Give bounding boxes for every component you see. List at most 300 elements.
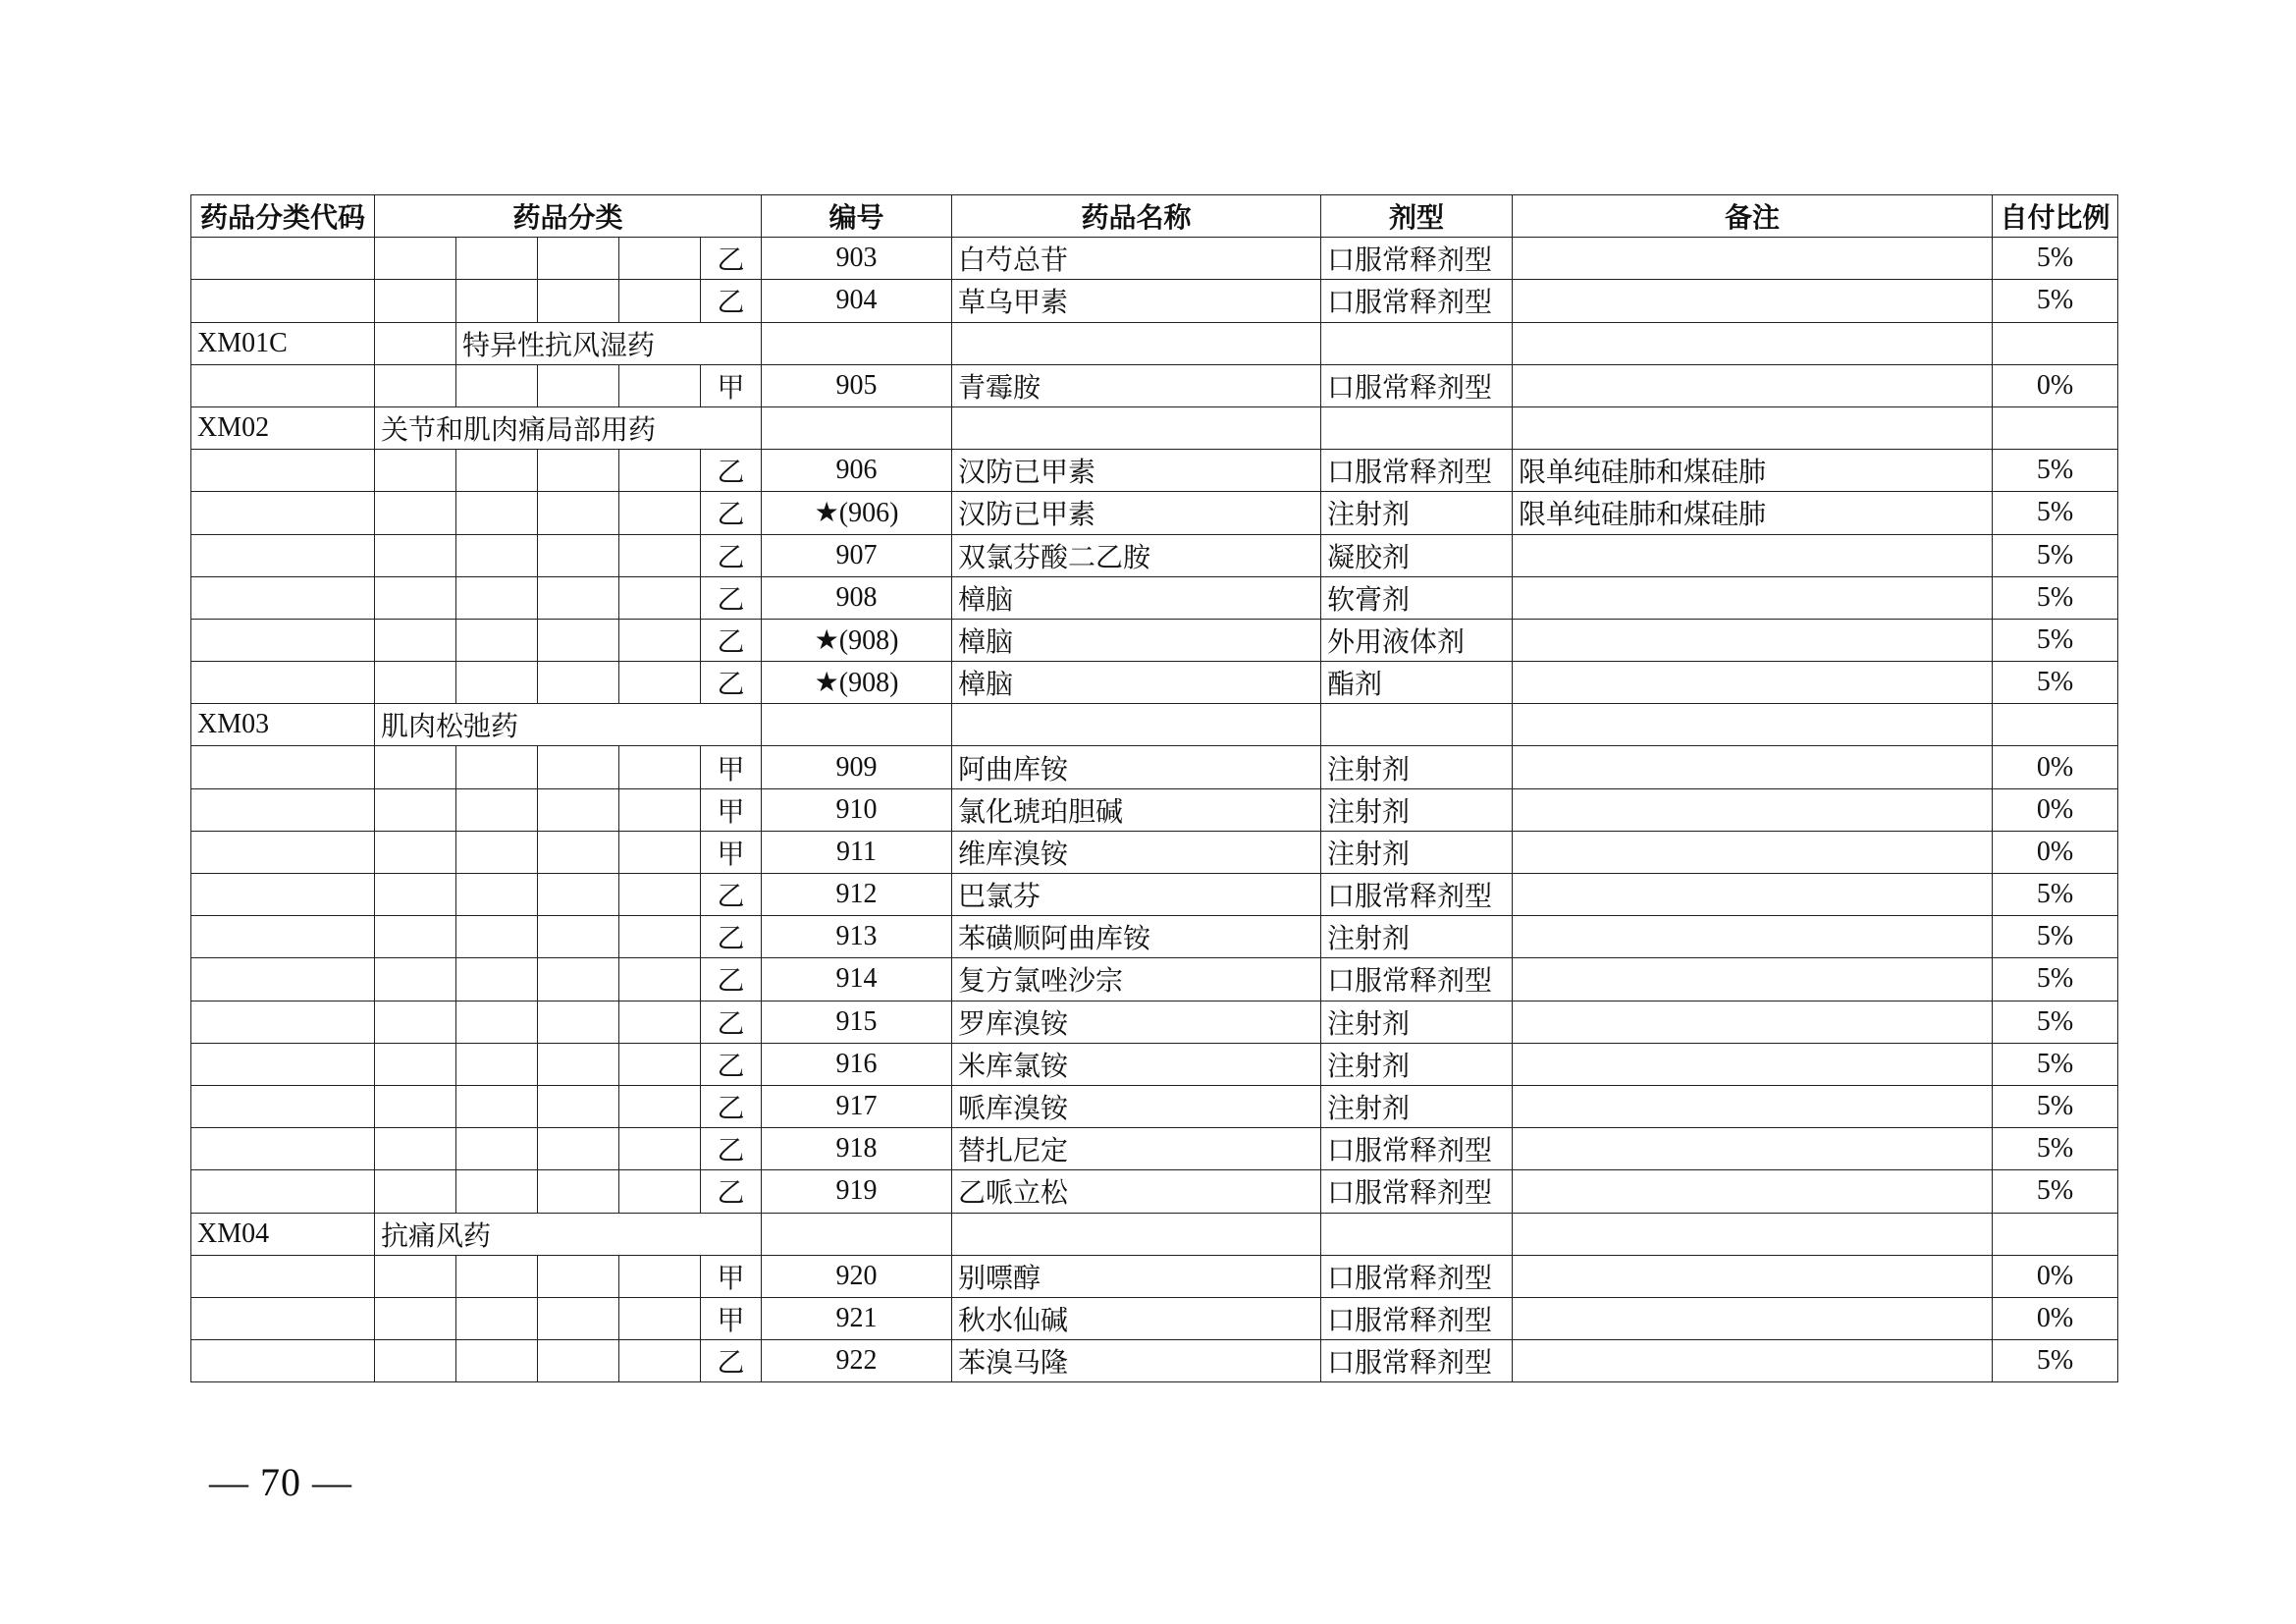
empty-cell <box>456 280 538 322</box>
empty-cell <box>191 1297 375 1339</box>
drug-number: 903 <box>762 238 952 280</box>
empty-cell <box>619 1043 701 1085</box>
empty-cell <box>619 1340 701 1382</box>
empty-cell <box>456 1128 538 1170</box>
empty-cell <box>456 238 538 280</box>
empty-cell <box>456 1297 538 1339</box>
drug-number: 920 <box>762 1255 952 1297</box>
drug-form: 口服常释剂型 <box>1321 1170 1513 1213</box>
table-row <box>191 1043 2118 1085</box>
empty-cell <box>456 662 538 704</box>
empty-cell <box>375 576 456 619</box>
drug-note <box>1513 958 1993 1001</box>
empty-cell <box>538 492 619 534</box>
empty-cell <box>538 1297 619 1339</box>
drug-name: 维库溴铵 <box>952 831 1321 873</box>
drug-note <box>1513 619 1993 661</box>
empty-cell <box>375 874 456 916</box>
empty-cell <box>375 831 456 873</box>
drug-number: 915 <box>762 1001 952 1043</box>
empty-cell <box>375 662 456 704</box>
empty-cell <box>1993 1213 2118 1255</box>
drug-name: 青霉胺 <box>952 364 1321 406</box>
empty-cell <box>375 746 456 788</box>
empty-cell <box>191 450 375 492</box>
empty-cell <box>191 492 375 534</box>
drug-grade: 乙 <box>701 1001 762 1043</box>
table-body <box>191 238 2118 1382</box>
category-code: XM01C <box>191 322 375 364</box>
empty-cell <box>1513 406 1993 449</box>
category-row <box>191 406 2118 449</box>
empty-cell <box>538 1340 619 1382</box>
drug-grade: 甲 <box>701 831 762 873</box>
drug-name: 苯磺顺阿曲库铵 <box>952 916 1321 958</box>
empty-cell <box>375 238 456 280</box>
drug-note <box>1513 1255 1993 1297</box>
empty-cell <box>538 534 619 576</box>
empty-cell <box>1321 406 1513 449</box>
empty-cell <box>456 916 538 958</box>
empty-cell <box>538 280 619 322</box>
drug-name: 樟脑 <box>952 576 1321 619</box>
drug-form: 口服常释剂型 <box>1321 874 1513 916</box>
drug-form: 注射剂 <box>1321 1001 1513 1043</box>
empty-cell <box>375 788 456 831</box>
empty-cell <box>538 1001 619 1043</box>
empty-cell <box>191 619 375 661</box>
empty-cell <box>952 1213 1321 1255</box>
drug-grade: 乙 <box>701 916 762 958</box>
empty-cell <box>762 1213 952 1255</box>
empty-cell <box>619 238 701 280</box>
empty-cell <box>619 576 701 619</box>
empty-cell <box>456 450 538 492</box>
drug-number: ★(908) <box>762 662 952 704</box>
drug-form: 口服常释剂型 <box>1321 364 1513 406</box>
drug-form: 口服常释剂型 <box>1321 280 1513 322</box>
empty-cell <box>538 746 619 788</box>
drug-note <box>1513 1085 1993 1127</box>
empty-cell <box>191 662 375 704</box>
empty-cell <box>538 788 619 831</box>
drug-number: 919 <box>762 1170 952 1213</box>
empty-cell <box>375 916 456 958</box>
empty-cell <box>456 364 538 406</box>
drug-grade: 甲 <box>701 788 762 831</box>
empty-cell <box>619 874 701 916</box>
drug-grade: 乙 <box>701 1043 762 1085</box>
empty-cell <box>375 1170 456 1213</box>
drug-grade: 乙 <box>701 1170 762 1213</box>
empty-cell <box>191 238 375 280</box>
drug-number: 918 <box>762 1128 952 1170</box>
empty-cell <box>456 576 538 619</box>
drug-ratio: 0% <box>1993 788 2118 831</box>
drug-note <box>1513 1170 1993 1213</box>
empty-cell <box>1513 322 1993 364</box>
empty-cell <box>191 916 375 958</box>
empty-cell <box>375 322 456 364</box>
table-row <box>191 450 2118 492</box>
empty-cell <box>1993 704 2118 746</box>
drug-grade: 甲 <box>701 1297 762 1339</box>
drug-form: 注射剂 <box>1321 746 1513 788</box>
empty-cell <box>619 788 701 831</box>
drug-number: ★(906) <box>762 492 952 534</box>
drug-form: 注射剂 <box>1321 788 1513 831</box>
empty-cell <box>762 704 952 746</box>
table-row <box>191 662 2118 704</box>
empty-cell <box>375 450 456 492</box>
drug-ratio: 5% <box>1993 576 2118 619</box>
empty-cell <box>619 958 701 1001</box>
empty-cell <box>456 1001 538 1043</box>
drug-ratio: 5% <box>1993 1043 2118 1085</box>
drug-form: 口服常释剂型 <box>1321 958 1513 1001</box>
drug-number: 908 <box>762 576 952 619</box>
drug-number: 922 <box>762 1340 952 1382</box>
empty-cell <box>538 1128 619 1170</box>
drug-ratio: 5% <box>1993 916 2118 958</box>
empty-cell <box>619 831 701 873</box>
empty-cell <box>456 874 538 916</box>
drug-name: 氯化琥珀胆碱 <box>952 788 1321 831</box>
table-row <box>191 916 2118 958</box>
empty-cell <box>375 534 456 576</box>
empty-cell <box>375 1128 456 1170</box>
empty-cell <box>375 1297 456 1339</box>
empty-cell <box>538 238 619 280</box>
drug-form: 凝胶剂 <box>1321 534 1513 576</box>
category-row <box>191 322 2118 364</box>
empty-cell <box>191 1170 375 1213</box>
drug-grade: 乙 <box>701 534 762 576</box>
drug-number: 917 <box>762 1085 952 1127</box>
drug-name: 别嘌醇 <box>952 1255 1321 1297</box>
drug-catalog-table <box>190 194 2118 1382</box>
table-row <box>191 1297 2118 1339</box>
drug-name: 樟脑 <box>952 619 1321 661</box>
header-name: 药品名称 <box>952 195 1321 238</box>
table-row <box>191 364 2118 406</box>
drug-number: 914 <box>762 958 952 1001</box>
drug-ratio: 5% <box>1993 1085 2118 1127</box>
drug-name: 复方氯唑沙宗 <box>952 958 1321 1001</box>
drug-note <box>1513 238 1993 280</box>
drug-form: 软膏剂 <box>1321 576 1513 619</box>
empty-cell <box>375 280 456 322</box>
table-row <box>191 958 2118 1001</box>
empty-cell <box>456 1255 538 1297</box>
drug-form: 口服常释剂型 <box>1321 450 1513 492</box>
drug-ratio: 0% <box>1993 746 2118 788</box>
empty-cell <box>191 1085 375 1127</box>
drug-number: 905 <box>762 364 952 406</box>
drug-name: 乙哌立松 <box>952 1170 1321 1213</box>
drug-ratio: 5% <box>1993 1001 2118 1043</box>
table-row <box>191 534 2118 576</box>
drug-number: 913 <box>762 916 952 958</box>
drug-grade: 乙 <box>701 874 762 916</box>
table-row <box>191 280 2118 322</box>
empty-cell <box>375 364 456 406</box>
drug-ratio: 5% <box>1993 280 2118 322</box>
drug-ratio: 0% <box>1993 1255 2118 1297</box>
drug-grade: 乙 <box>701 492 762 534</box>
empty-cell <box>619 1170 701 1213</box>
drug-note <box>1513 874 1993 916</box>
category-label: 特异性抗风湿药 <box>456 322 762 364</box>
drug-note <box>1513 788 1993 831</box>
drug-note <box>1513 1297 1993 1339</box>
drug-ratio: 5% <box>1993 958 2118 1001</box>
drug-name: 罗库溴铵 <box>952 1001 1321 1043</box>
empty-cell <box>375 492 456 534</box>
drug-ratio: 5% <box>1993 874 2118 916</box>
drug-grade: 乙 <box>701 1128 762 1170</box>
table-row <box>191 831 2118 873</box>
empty-cell <box>619 662 701 704</box>
drug-number: 910 <box>762 788 952 831</box>
empty-cell <box>538 450 619 492</box>
empty-cell <box>375 1340 456 1382</box>
drug-ratio: 5% <box>1993 1340 2118 1382</box>
table-row <box>191 619 2118 661</box>
empty-cell <box>191 1340 375 1382</box>
empty-cell <box>191 1001 375 1043</box>
drug-note <box>1513 364 1993 406</box>
drug-name: 苯溴马隆 <box>952 1340 1321 1382</box>
empty-cell <box>619 1128 701 1170</box>
empty-cell <box>619 364 701 406</box>
empty-cell <box>1513 1213 1993 1255</box>
empty-cell <box>191 874 375 916</box>
empty-cell <box>375 1001 456 1043</box>
empty-cell <box>191 788 375 831</box>
empty-cell <box>619 1085 701 1127</box>
empty-cell <box>952 704 1321 746</box>
drug-number: 912 <box>762 874 952 916</box>
drug-note <box>1513 1001 1993 1043</box>
table-row <box>191 492 2118 534</box>
empty-cell <box>538 831 619 873</box>
empty-cell <box>456 619 538 661</box>
empty-cell <box>538 576 619 619</box>
category-label: 关节和肌肉痛局部用药 <box>375 406 762 449</box>
empty-cell <box>538 958 619 1001</box>
empty-cell <box>952 322 1321 364</box>
drug-grade: 乙 <box>701 1085 762 1127</box>
empty-cell <box>1321 322 1513 364</box>
drug-ratio: 0% <box>1993 364 2118 406</box>
drug-name: 巴氯芬 <box>952 874 1321 916</box>
drug-name: 秋水仙碱 <box>952 1297 1321 1339</box>
empty-cell <box>619 1001 701 1043</box>
drug-note <box>1513 280 1993 322</box>
drug-ratio: 5% <box>1993 662 2118 704</box>
table-row <box>191 1001 2118 1043</box>
empty-cell <box>456 788 538 831</box>
drug-form: 口服常释剂型 <box>1321 1297 1513 1339</box>
header-form: 剂型 <box>1321 195 1513 238</box>
drug-grade: 乙 <box>701 1340 762 1382</box>
empty-cell <box>456 1340 538 1382</box>
empty-cell <box>538 619 619 661</box>
category-code: XM02 <box>191 406 375 449</box>
empty-cell <box>952 406 1321 449</box>
header-note: 备注 <box>1513 195 1993 238</box>
table-row <box>191 1085 2118 1127</box>
table-row <box>191 1255 2118 1297</box>
drug-form: 口服常释剂型 <box>1321 1340 1513 1382</box>
drug-number: 906 <box>762 450 952 492</box>
drug-number: 921 <box>762 1297 952 1339</box>
drug-form: 注射剂 <box>1321 831 1513 873</box>
empty-cell <box>762 322 952 364</box>
drug-name: 哌库溴铵 <box>952 1085 1321 1127</box>
empty-cell <box>1321 704 1513 746</box>
drug-note <box>1513 1128 1993 1170</box>
table-row <box>191 576 2118 619</box>
drug-grade: 乙 <box>701 280 762 322</box>
drug-name: 白芍总苷 <box>952 238 1321 280</box>
empty-cell <box>191 1043 375 1085</box>
table-row <box>191 1170 2118 1213</box>
drug-name: 草乌甲素 <box>952 280 1321 322</box>
empty-cell <box>619 492 701 534</box>
empty-cell <box>456 492 538 534</box>
drug-grade: 乙 <box>701 958 762 1001</box>
empty-cell <box>538 874 619 916</box>
empty-cell <box>1993 322 2118 364</box>
empty-cell <box>456 831 538 873</box>
category-code: XM04 <box>191 1213 375 1255</box>
empty-cell <box>456 958 538 1001</box>
empty-cell <box>619 450 701 492</box>
category-code: XM03 <box>191 704 375 746</box>
drug-name: 樟脑 <box>952 662 1321 704</box>
drug-note <box>1513 1043 1993 1085</box>
empty-cell <box>619 280 701 322</box>
empty-cell <box>1993 406 2118 449</box>
drug-form: 注射剂 <box>1321 916 1513 958</box>
drug-name: 汉防已甲素 <box>952 450 1321 492</box>
drug-name: 双氯芬酸二乙胺 <box>952 534 1321 576</box>
drug-ratio: 5% <box>1993 1170 2118 1213</box>
drug-form: 口服常释剂型 <box>1321 1128 1513 1170</box>
empty-cell <box>538 1170 619 1213</box>
empty-cell <box>456 534 538 576</box>
header-category: 药品分类 <box>375 195 762 238</box>
category-row <box>191 1213 2118 1255</box>
category-label: 抗痛风药 <box>375 1213 762 1255</box>
drug-form: 酯剂 <box>1321 662 1513 704</box>
empty-cell <box>191 1128 375 1170</box>
drug-name: 汉防已甲素 <box>952 492 1321 534</box>
drug-ratio: 5% <box>1993 238 2118 280</box>
table-header-row <box>191 195 2118 238</box>
empty-cell <box>619 746 701 788</box>
category-row <box>191 704 2118 746</box>
empty-cell <box>191 746 375 788</box>
header-ratio: 自付比例 <box>1993 195 2118 238</box>
drug-ratio: 5% <box>1993 1128 2118 1170</box>
empty-cell <box>191 831 375 873</box>
drug-number: 904 <box>762 280 952 322</box>
drug-form: 口服常释剂型 <box>1321 1255 1513 1297</box>
empty-cell <box>456 1170 538 1213</box>
drug-number: 907 <box>762 534 952 576</box>
table-row <box>191 1128 2118 1170</box>
empty-cell <box>538 916 619 958</box>
drug-grade: 甲 <box>701 746 762 788</box>
drug-form: 外用液体剂 <box>1321 619 1513 661</box>
drug-form: 注射剂 <box>1321 492 1513 534</box>
empty-cell <box>456 746 538 788</box>
empty-cell <box>1513 704 1993 746</box>
drug-name: 替扎尼定 <box>952 1128 1321 1170</box>
table-row <box>191 746 2118 788</box>
drug-ratio: 5% <box>1993 492 2118 534</box>
empty-cell <box>456 1043 538 1085</box>
empty-cell <box>375 1085 456 1127</box>
drug-name: 米库氯铵 <box>952 1043 1321 1085</box>
drug-name: 阿曲库铵 <box>952 746 1321 788</box>
empty-cell <box>619 534 701 576</box>
empty-cell <box>762 406 952 449</box>
drug-note <box>1513 1340 1993 1382</box>
page-number: — 70 — <box>209 1460 352 1504</box>
drug-grade: 乙 <box>701 619 762 661</box>
empty-cell <box>538 1085 619 1127</box>
empty-cell <box>538 662 619 704</box>
category-label: 肌肉松弛药 <box>375 704 762 746</box>
drug-form: 口服常释剂型 <box>1321 238 1513 280</box>
table-row <box>191 238 2118 280</box>
drug-ratio: 5% <box>1993 450 2118 492</box>
empty-cell <box>191 1255 375 1297</box>
drug-note <box>1513 576 1993 619</box>
empty-cell <box>375 619 456 661</box>
drug-grade: 甲 <box>701 364 762 406</box>
table-row <box>191 874 2118 916</box>
drug-ratio: 0% <box>1993 1297 2118 1339</box>
drug-note <box>1513 831 1993 873</box>
empty-cell <box>538 1043 619 1085</box>
drug-form: 注射剂 <box>1321 1043 1513 1085</box>
empty-cell <box>375 1043 456 1085</box>
drug-note <box>1513 662 1993 704</box>
empty-cell <box>619 619 701 661</box>
empty-cell <box>191 958 375 1001</box>
drug-grade: 乙 <box>701 576 762 619</box>
empty-cell <box>619 1297 701 1339</box>
drug-note <box>1513 534 1993 576</box>
drug-form: 注射剂 <box>1321 1085 1513 1127</box>
empty-cell <box>191 534 375 576</box>
drug-note <box>1513 746 1993 788</box>
drug-number: 911 <box>762 831 952 873</box>
drug-ratio: 0% <box>1993 831 2118 873</box>
empty-cell <box>538 364 619 406</box>
drug-grade: 甲 <box>701 1255 762 1297</box>
header-number: 编号 <box>762 195 952 238</box>
drug-note: 限单纯硅肺和煤硅肺 <box>1513 450 1993 492</box>
empty-cell <box>456 1085 538 1127</box>
empty-cell <box>375 1255 456 1297</box>
empty-cell <box>375 958 456 1001</box>
